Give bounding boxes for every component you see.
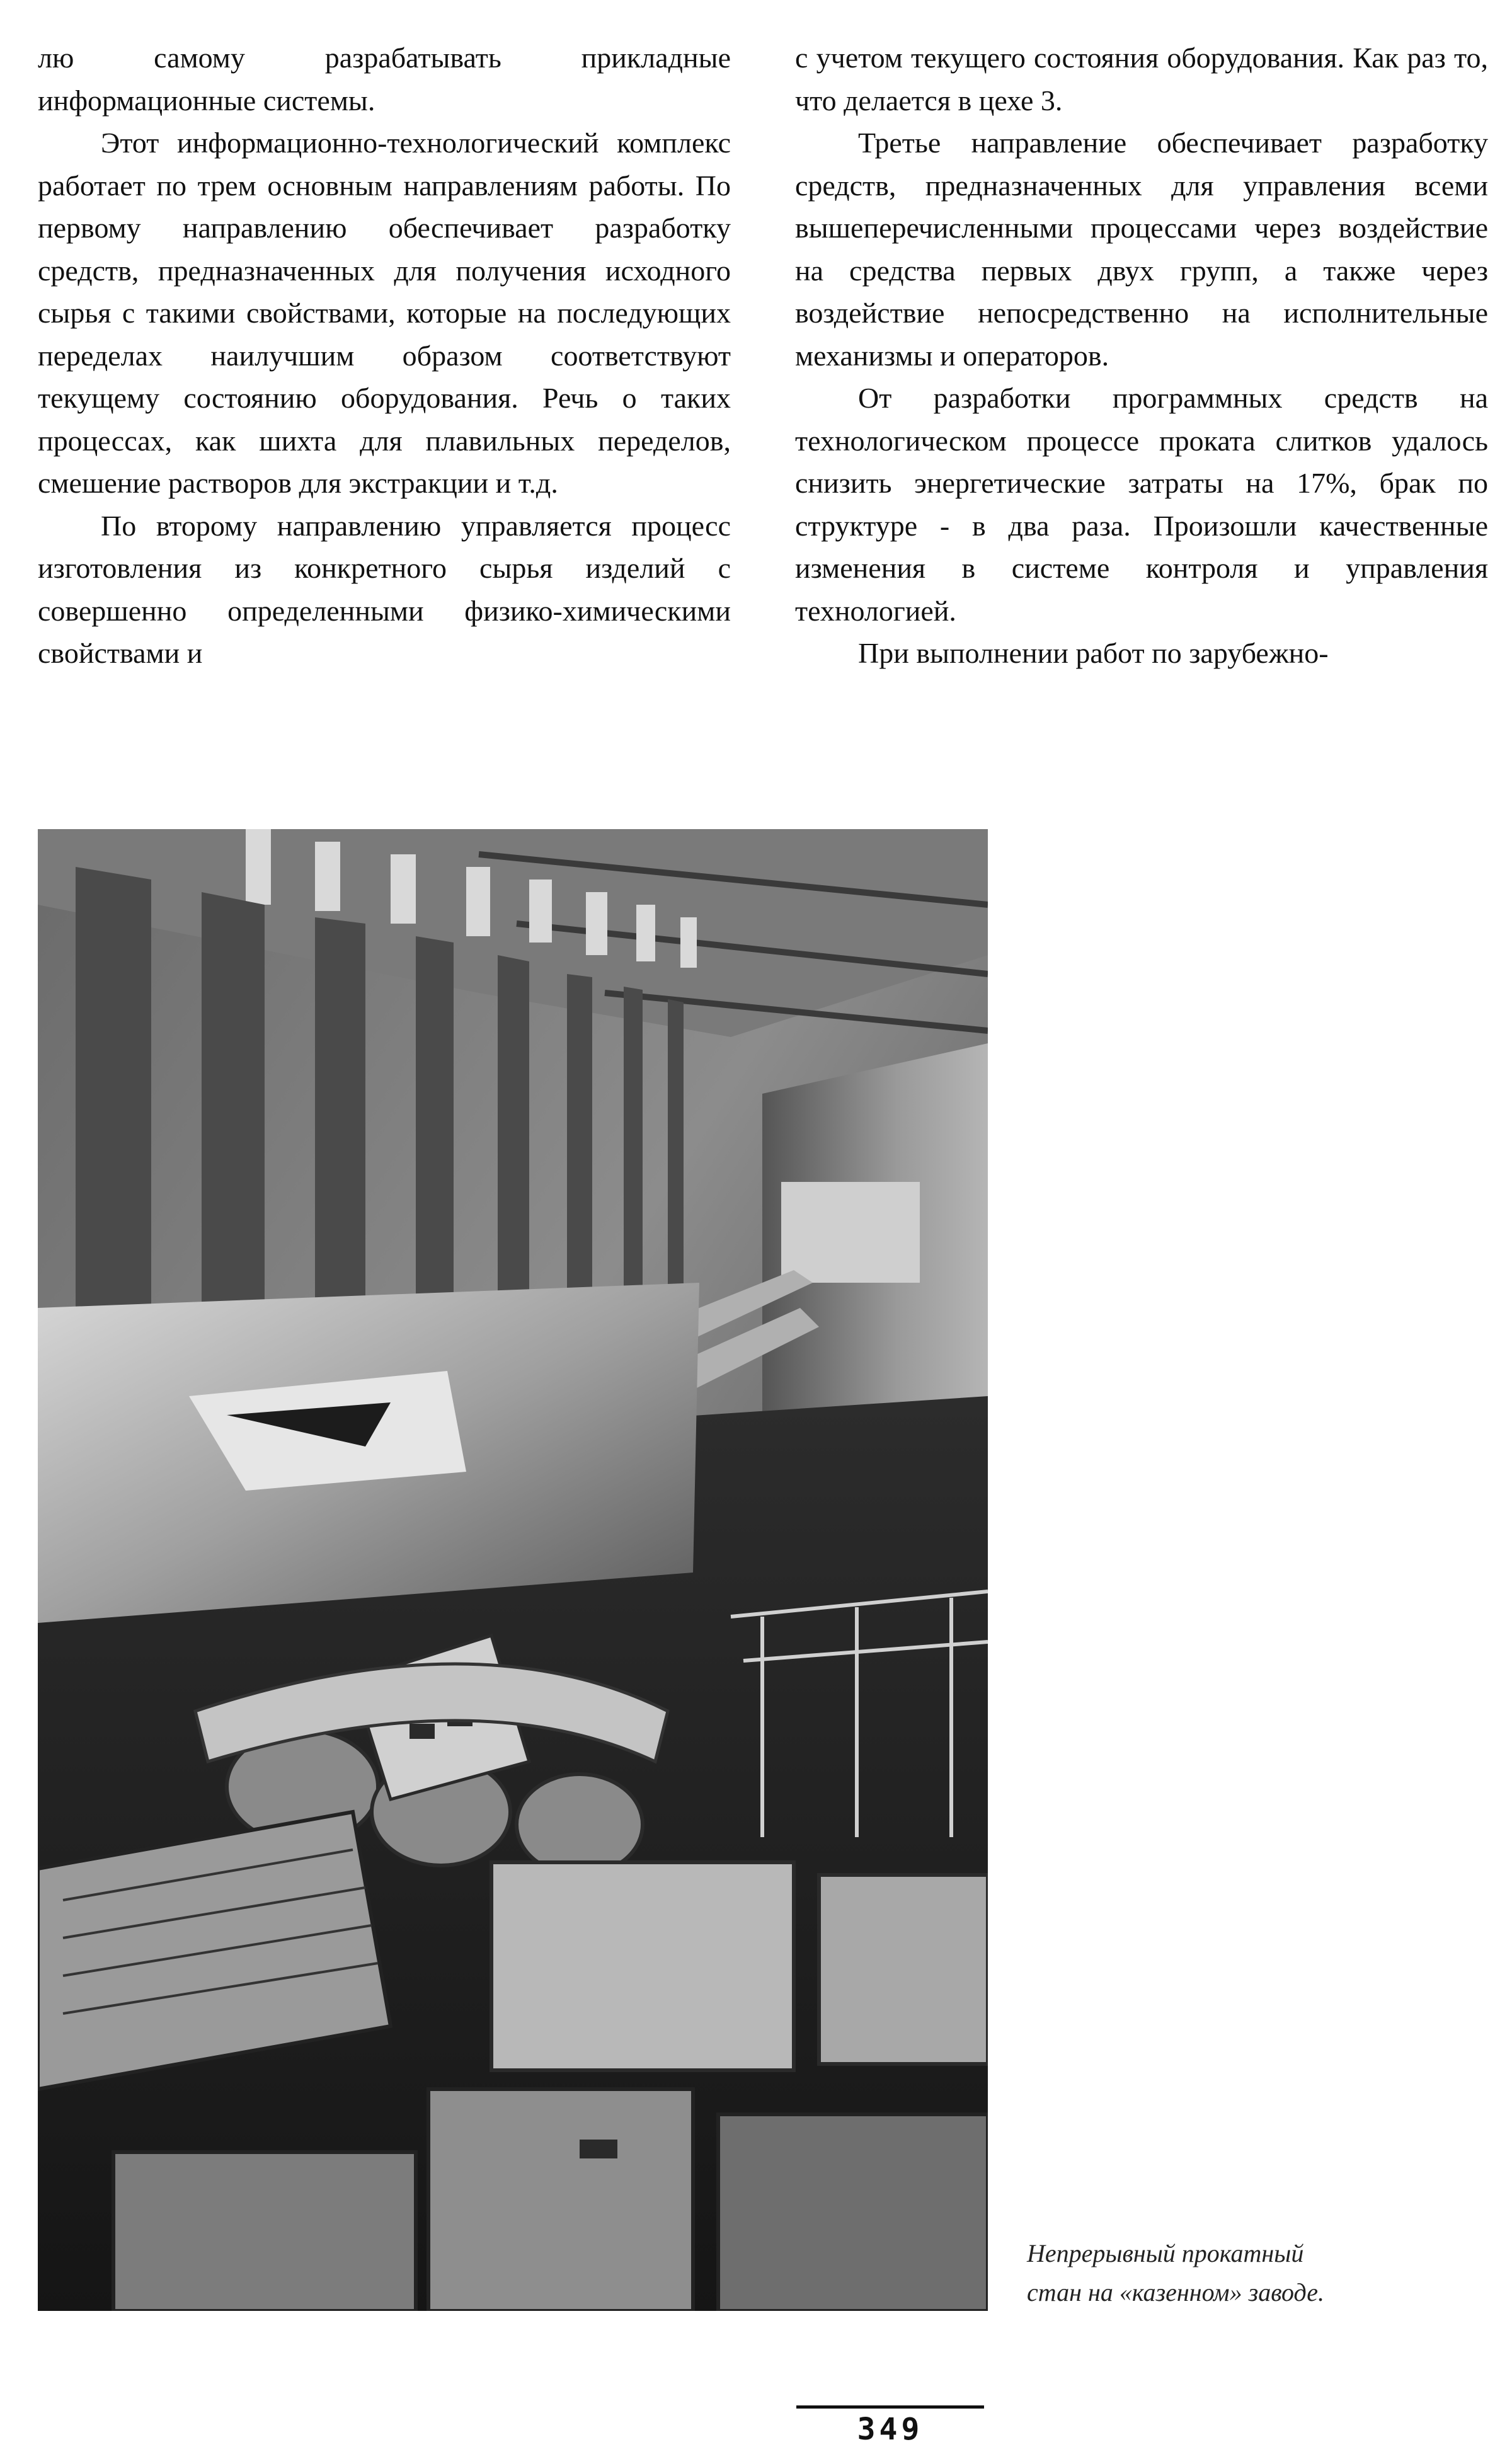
paragraph: лю самому разрабатывать прикладные информационные системы. <box>38 42 731 117</box>
photo-caption <box>1027 2234 1480 2312</box>
paragraph: При выполнении работ по зарубежно- <box>858 637 1329 669</box>
paragraph: От разработки программных средств на технологическом процессе проката слитков удалось снизить энергетические затраты на 17%, брак по структуре - в два раза. Произошли качественные изменения в системе контроля и управления технологией. <box>795 382 1488 627</box>
caption-line: стан на «казенном» заводе. <box>1027 2278 1324 2307</box>
paragraph: с учетом текущего состояния оборудования. Как раз то, что делается в цехе 3. <box>795 42 1488 117</box>
paragraph: Третье направление обеспечивает разработку средств, предназначенных для управления всеми вышеперечисленными процессами через воздействие на средства первых двух групп, а также через воздействие непосредственно на исполнительные механизмы и операторов. <box>795 127 1488 372</box>
left-text-column <box>38 37 731 675</box>
page-number: 349 <box>857 2412 924 2447</box>
paragraph: По второму направлению управляется процесс изготовления из конкретного сырья изделий с совершенно определенными физико-химическими свойствами и <box>38 509 731 669</box>
caption-line: Непрерывный прокатный <box>1027 2239 1304 2267</box>
page-number-rule <box>796 2405 984 2409</box>
rolling-mill-photo <box>38 829 988 2311</box>
paragraph: Этот информационно-технологический комплекс работает по трем основным направлениям работы. По первому направлению обеспечивает разработку средств, предназначенных для получения исходного сырья с такими свойствами, которые на последующих переделах наилучшим образом соответствуют текущему состоянию оборудования. Речь о таких процессах, как шихта для плавильных переделов, смешение растворов для экстракции и т.д. <box>38 127 731 499</box>
right-text-column <box>795 37 1488 675</box>
